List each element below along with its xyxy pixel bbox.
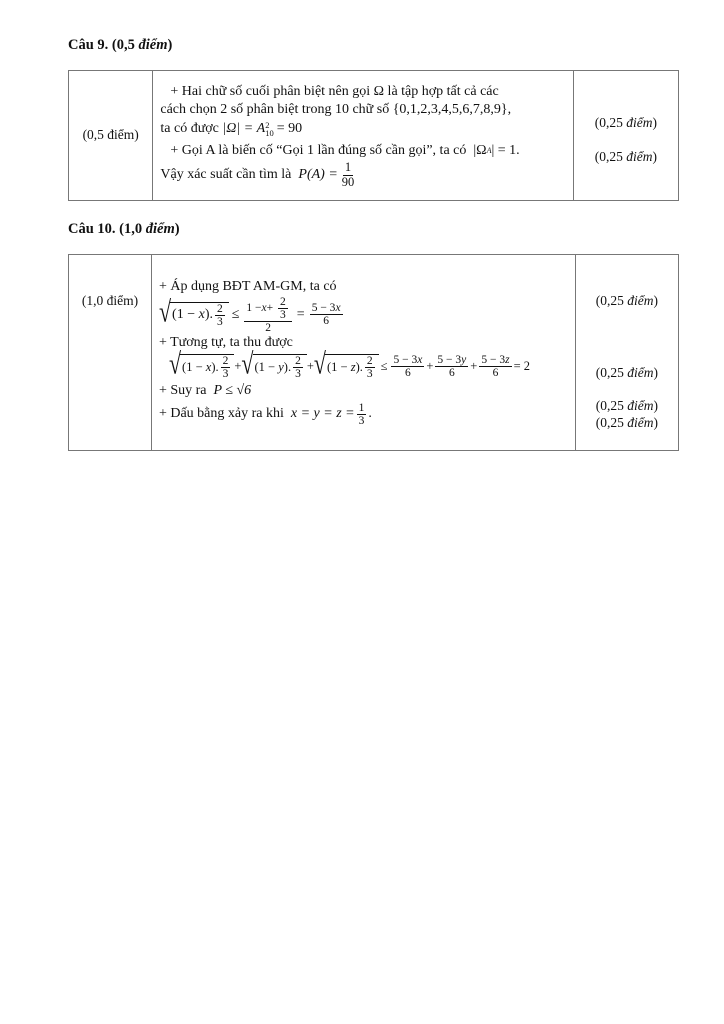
numerator: 1 (358, 401, 365, 414)
pt-b: điểm (627, 415, 654, 430)
q10-line5: + Suy ra (158, 382, 207, 398)
title-em: điểm (145, 221, 175, 237)
question-9-title (68, 37, 172, 54)
pt-b: điểm (626, 148, 653, 164)
pt-c: ) (653, 293, 658, 308)
q9-line2: cách chọn 2 số phân biệt trong 10 chữ số (160, 101, 390, 117)
q9-omega-a: |Ω (473, 142, 487, 158)
amgm-inequality: √ (1 − x). $\frac{2}{3}$ ≤ 1 − x + $\frac{2}{3}$ 2 = $\frac{5 - 3x}{6}$ (158, 294, 341, 334)
score-cell (69, 71, 153, 201)
pt-a: (0,25 (595, 293, 628, 308)
pt-a: (0,25 (595, 365, 628, 380)
sub: 10 (265, 128, 274, 139)
points-3 (576, 398, 678, 414)
q10-line1: + Áp dụng BĐT AM-GM, ta có (158, 279, 337, 295)
q9-line4: + Gọi A là biến cố “Gọi 1 lần đúng số cần gọi”, ta có (170, 142, 467, 158)
pt-b: điểm (626, 114, 653, 130)
solution-cell (153, 71, 573, 201)
points-1 (574, 115, 678, 131)
question-9-table (68, 70, 679, 201)
points-2 (574, 149, 678, 165)
q10-line3: + Tương tự, ta thu được (158, 335, 293, 351)
points-1 (576, 293, 678, 309)
q9-line5: Vậy xác suất cần tìm là (160, 167, 292, 183)
title-prefix: Câu 9. (0,5 (68, 37, 139, 53)
sup: 2 (265, 119, 270, 130)
q10-line6: + Dấu bằng xảy ra khi (158, 405, 284, 421)
q10-conclusion-math: P ≤ √6 (213, 382, 252, 398)
title-prefix: Câu 10. (1,0 (68, 221, 146, 237)
q9-omega-math: |Ω| = A (222, 121, 266, 137)
sum-inequality: √ (1 − x). $\frac{2}{3}$ + √ (1 − y). $\frac{2}{3}$ + √ (1 − z). $\frac{2}{3}$ ≤ $\frac{5 - 3x}{6}$ + $\frac{5 - 3y}{6}$ + $\frac{5 - 3z}{6}$ = 2 (168, 346, 530, 381)
points-cell (575, 255, 678, 451)
pt-a: (0,25 (595, 415, 628, 430)
sub-a: A (486, 145, 492, 155)
pt-b: điểm (627, 293, 654, 308)
question-10-title (68, 221, 180, 238)
q9-prob-lhs: P(A) = (298, 167, 338, 183)
question-10-table (68, 254, 679, 451)
points-4 (576, 415, 678, 431)
pt-c: ) (653, 365, 658, 380)
pt-a: (0,25 (594, 114, 627, 130)
pt-c: ) (652, 148, 657, 164)
title-suffix: ) (167, 37, 173, 53)
amgm-fraction: 1 − x + $\frac{2}{3}$ 2 (244, 296, 291, 334)
solution-cell: + Áp dụng BĐT AM-GM, ta có √ (1 − x). $\frac{2}{3}$ ≤ 1 − x + $\frac{2}{3}$ 2 = $\frac{5 - 3x}{6}$ + Tương tự, ta thu được √ (1 − x). $\frac{2}{3}$ + √ (1 − y). $\frac{2}{3}$ + √ (1 − z). $\frac{2}{3}$ ≤ $\frac{5 - 3x}{6}$ + $\frac{5 - 3y}{6}$ + $\frac{5 - 3z}{6}$ = 2 + Suy ra P ≤ √6 + Dấu bằng xảy ra khi x = y = z = $\frac{1}{3}$ . (151, 255, 575, 451)
title-suffix: ) (174, 221, 180, 237)
pt-c: ) (653, 415, 658, 430)
numerator: 1 (344, 160, 352, 175)
q10-equality-fraction (357, 402, 367, 427)
eq-rhs: = 2 (513, 359, 530, 374)
pt-b: điểm (627, 365, 654, 380)
denominator: 90 (341, 174, 355, 189)
score-label: (1,0 điểm) (81, 293, 139, 308)
pt-b: điểm (627, 398, 654, 413)
pt-a: (0,25 (595, 398, 628, 413)
q9-line3: ta có được (160, 121, 219, 137)
title-em: điểm (138, 37, 168, 53)
pt-c: ) (652, 114, 657, 130)
q9-omega-a-end: | = 1. (491, 142, 520, 158)
denominator: 3 (358, 414, 365, 427)
q9-prob-fraction (340, 161, 357, 188)
sqrt: √ (1 − x). $\frac{2}{3}$ (159, 302, 229, 328)
q9-omega-value: = 90 (276, 121, 303, 137)
q9-line1: + Hai chữ số cuối phân biệt nên gọi Ω là tập hợp tất cả các (170, 84, 499, 100)
points-2 (576, 365, 678, 381)
score-cell (69, 255, 152, 451)
pt-c: ) (653, 398, 658, 413)
q9-digit-set: {0,1,2,3,4,5,6,7,8,9}, (392, 101, 512, 117)
pt-a: (0,25 (594, 148, 627, 164)
q10-equality-math: x = y = z = (290, 405, 355, 421)
points-cell (573, 71, 678, 201)
score-label: (0,5 điểm) (82, 127, 139, 142)
